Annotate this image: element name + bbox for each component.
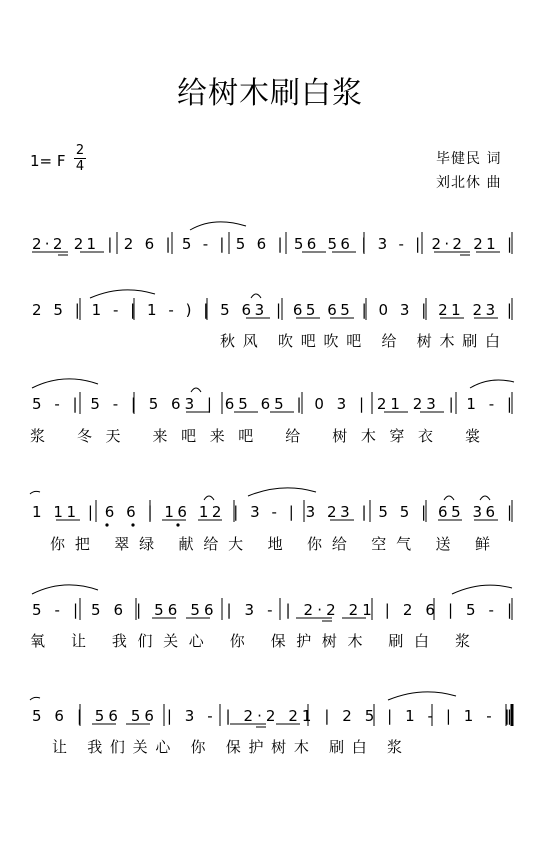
song-title: 给树木刷白浆: [177, 76, 363, 111]
lyricist-credit: 毕健民 词: [436, 151, 502, 167]
time-signature-bottom: 4: [75, 159, 85, 174]
time-signature-top: 2: [75, 143, 85, 158]
score-lines: [30, 222, 514, 727]
octave-dots: [105, 523, 179, 526]
lyrics-system-4: 你把 翠绿 献给大 地 你给 空气 送 鲜: [50, 535, 491, 553]
key-signature: 1= F: [30, 152, 66, 170]
notes-system-3: 5 - | 5 - | 5 63 | 65 65 | 0 3 | 21 23 | 1 - |: [32, 395, 512, 413]
lyrics-system-2: 秋风 吹吧吹吧 给 树木刷白: [220, 332, 500, 350]
lyrics-system-5: 氧 让 我们关心 你 保护树木 刷白 浆: [30, 632, 470, 650]
notes-system-5: 5 - | 5 6 | 56 56 | 3 - | 2·2 21 | 2 6 | 5 - |: [32, 601, 512, 619]
score-text: [30, 235, 512, 756]
notes-system-4: 1 11 | 6 6 | 16 12 | 3 - | 3 23 | 5 5 | 65 36 |: [32, 503, 513, 521]
notes-system-1: 2·2 21 | 2 6 | 5 - | 5 6 | 56 56 | 3 - | 2·2 21 |: [32, 235, 512, 253]
composer-credit: 刘北休 曲: [436, 175, 502, 191]
lyrics-system-3: 浆 冬天 来吧来吧 给 树木穿衣 裳: [30, 427, 480, 445]
lyrics-system-6: 让 我们关心 你 保护树木 刷白 浆: [52, 738, 402, 756]
notes-system-2: 2 5 | 1 - | 1 - ) | 5 63 | 65 65 | 0 3 | 21 23 |: [32, 301, 512, 319]
notes-system-6: 5 6 | 56 56 | 3 - | 2·2 21 | 2 5 | 1 - | 1 - ‖: [32, 707, 513, 725]
